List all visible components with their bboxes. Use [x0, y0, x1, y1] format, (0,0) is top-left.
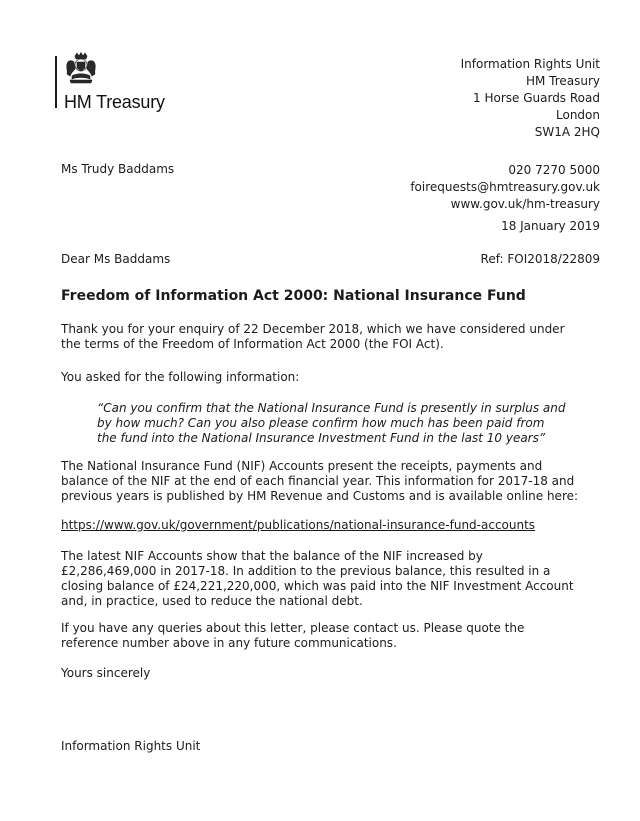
address-line: SW1A 2HQ — [534, 125, 600, 139]
letter-subject: Freedom of Information Act 2000: National Insurance Fund — [61, 288, 526, 304]
salutation: Dear Ms Baddams — [61, 252, 171, 266]
address-line: 1 Horse Guards Road — [473, 91, 600, 105]
letter-date: 18 January 2019 — [501, 219, 600, 233]
body-paragraph: If you have any queries about this letter, please contact us. Please quote the reference number above in any future communications. — [61, 621, 525, 650]
sender-address — [461, 56, 600, 141]
body-paragraph: You asked for the following information: — [61, 370, 300, 384]
address-line: Information Rights Unit — [460, 57, 600, 71]
body-paragraph: The latest NIF Accounts show that the balance of the NIF increased by £2,286,469,000 in 2017-18. In addition to the previous balance, this resulted in a closing balance of £24,221,220,000, which was paid into the NIF Investment Account and, in practice, used to reduce the national debt. — [61, 549, 574, 608]
website-address: www.gov.uk/hm-treasury — [450, 197, 600, 211]
reference-number: Ref: FOI2018/22809 — [480, 252, 600, 266]
nif-accounts-link[interactable]: https://www.gov.uk/government/publications/national-insurance-fund-accounts — [61, 518, 536, 532]
recipient-name: Ms Trudy Baddams — [61, 162, 175, 176]
phone-number: 020 7270 5000 — [508, 163, 600, 177]
contact-details — [410, 162, 600, 213]
email-address: foirequests@hmtreasury.gov.uk — [410, 180, 600, 194]
closing-line: Yours sincerely — [61, 666, 151, 680]
logo-rule — [55, 56, 57, 108]
address-line: HM Treasury — [525, 74, 600, 88]
signature: Information Rights Unit — [61, 739, 201, 753]
quoted-request: “Can you confirm that the National Insurance Fund is presently in surplus and by how much? Can you also please confirm how much has been paid from the fund into the National Insurance Investment Fund in the last 10 years” — [97, 401, 566, 445]
royal-crest-icon — [64, 52, 98, 88]
body-paragraph: Thank you for your enquiry of 22 December 2018, which we have considered under the terms of the Freedom of Information Act 2000 (the FOI Act). — [61, 322, 565, 351]
organisation-name: HM Treasury — [64, 92, 165, 112]
body-paragraph: The National Insurance Fund (NIF) Accounts present the receipts, payments and balance of the NIF at the end of each financial year. This information for 2017-18 and previous years is published by HM Revenue and Customs and is available online here: — [61, 459, 579, 503]
address-line: London — [556, 108, 600, 122]
hm-treasury-logo — [55, 52, 205, 114]
